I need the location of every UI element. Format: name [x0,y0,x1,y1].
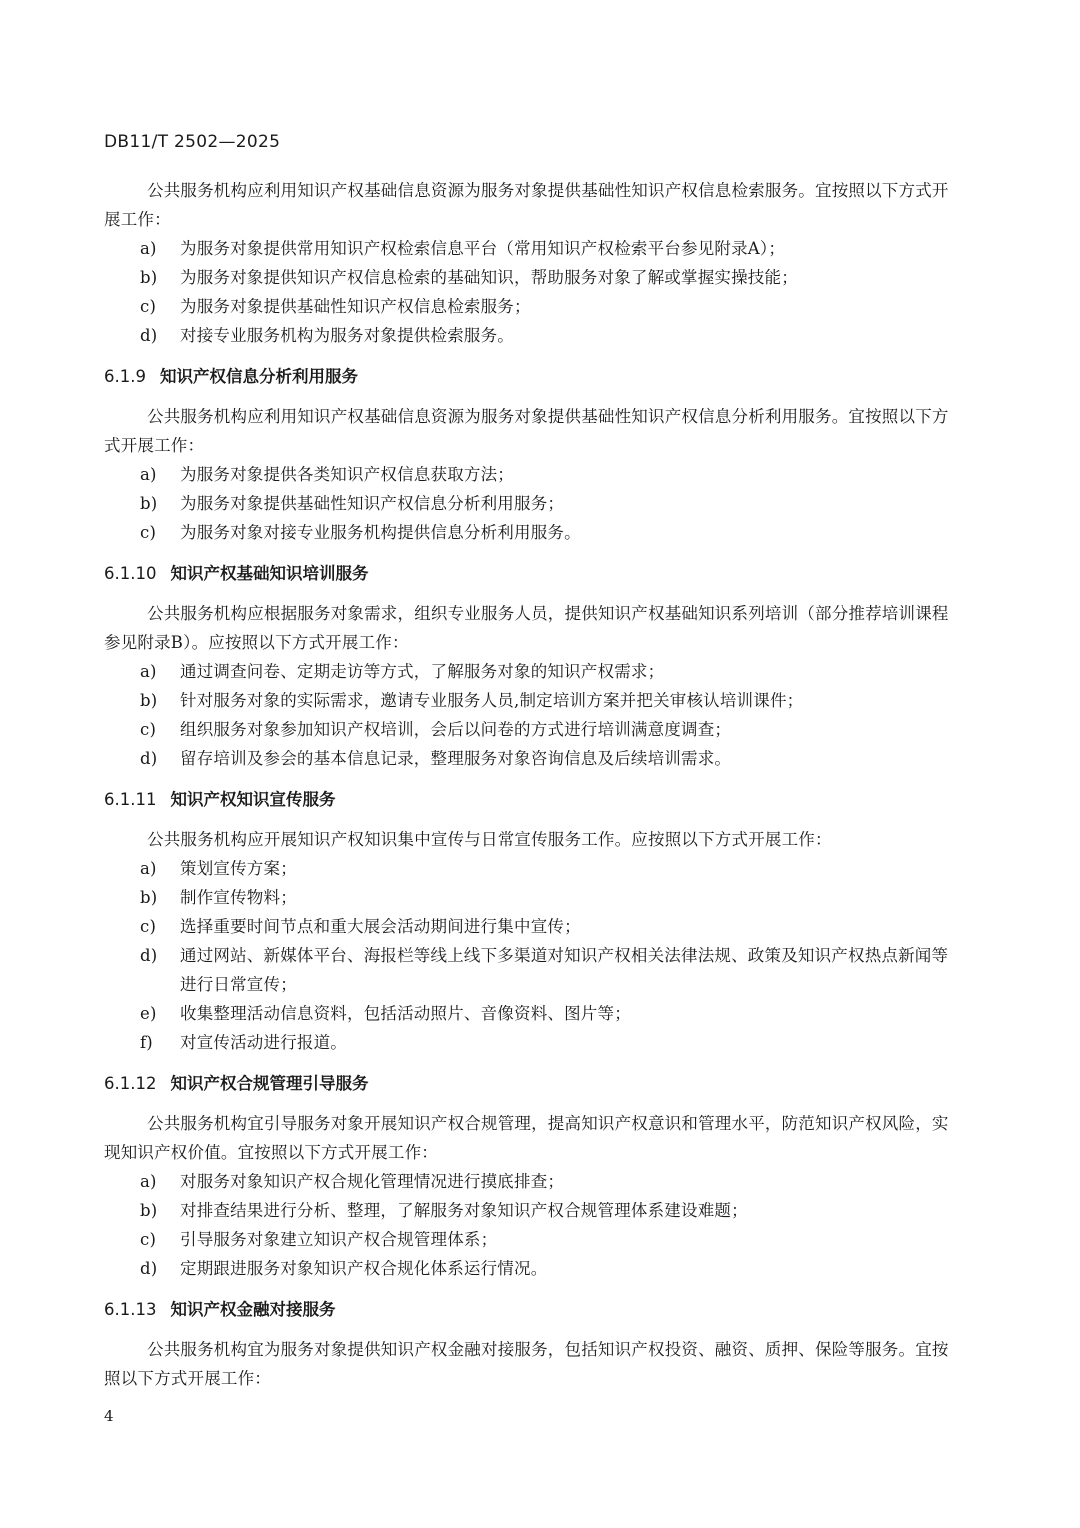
section-number: 6.1.9 [104,367,146,386]
list-item-text: 对服务对象知识产权合规化管理情况进行摸底排查； [180,1172,565,1191]
section-number: 6.1.11 [104,790,157,809]
list-item [104,912,956,941]
list-marker: b) [140,494,158,513]
body-paragraph: 公共服务机构应根据服务对象需求，组织专业服务人员，提供知识产权基础知识系列培训（部分推荐培训课程参见附录B）。应按照以下方式开展工作： [104,604,949,652]
list-item [104,999,956,1028]
list-item-text: 针对服务对象的实际需求，邀请专业服务人员,制定培训方案并把关审核认培训课件； [180,691,804,710]
section-title: 知识产权信息分析利用服务 [159,367,358,386]
list-marker: a) [140,239,157,258]
list-marker: c) [140,297,157,316]
list-item-text: 为服务对象提供知识产权信息检索的基础知识，帮助服务对象了解或掌握实操技能； [180,268,798,287]
list-marker: a) [140,662,157,681]
list-marker: a) [140,465,157,484]
list-item-text: 对排查结果进行分析、整理，了解服务对象知识产权合规管理体系建设难题； [180,1201,748,1220]
list-item-text: 引导服务对象建立知识产权合规管理体系； [180,1230,498,1249]
list-item [104,744,956,773]
list-item [104,883,956,912]
list-marker: a) [140,1172,157,1191]
standard-code: DB11/T 2502—2025 [104,132,281,152]
list-item [104,263,956,292]
list-marker: c) [140,720,157,739]
list-marker: e) [140,1004,157,1023]
list-item-text: 通过调查问卷、定期走访等方式，了解服务对象的知识产权需求； [180,662,665,681]
section-heading [104,559,956,588]
list-item-text: 为服务对象提供各类知识产权信息获取方法； [180,465,514,484]
section-number: 6.1.13 [104,1300,157,1319]
list-item [104,715,956,744]
list-marker: d) [140,1259,158,1278]
section-number: 6.1.10 [104,564,157,583]
list-item-text: 留存培训及参会的基本信息记录，整理服务对象咨询信息及后续培训需求。 [180,749,732,768]
list-item-text: 制作宣传物料； [180,888,297,907]
list-item-text: 对接专业服务机构为服务对象提供检索服务。 [180,326,514,345]
list-marker: c) [140,1230,157,1249]
section-heading [104,1295,956,1324]
list-item [104,292,956,321]
list-item [104,1254,956,1283]
list-item-text: 定期跟进服务对象知识产权合规化体系运行情况。 [180,1259,548,1278]
list-item-text: 收集整理活动信息资料，包括活动照片、音像资料、图片等； [180,1004,631,1023]
list-marker: b) [140,888,158,907]
list-item [104,1028,956,1057]
section-title: 知识产权合规管理引导服务 [170,1074,369,1093]
section-heading [104,1069,956,1098]
section-title: 知识产权知识宣传服务 [170,790,336,809]
list-item [104,1196,956,1225]
list-item [104,518,956,547]
list-item [104,234,956,263]
list-marker: c) [140,523,157,542]
item-list [104,234,956,350]
body-paragraph: 公共服务机构应利用知识产权基础信息资源为服务对象提供基础性知识产权信息分析利用服务。宜按照以下方式开展工作： [104,407,949,455]
list-item [104,657,956,686]
list-marker: b) [140,1201,158,1220]
list-item-text: 选择重要时间节点和重大展会活动期间进行集中宣传； [180,917,581,936]
list-item [104,489,956,518]
section-number: 6.1.12 [104,1074,157,1093]
list-item [104,941,956,999]
list-marker: d) [140,946,158,965]
list-item [104,321,956,350]
list-item [104,460,956,489]
list-item-text: 为服务对象提供基础性知识产权信息检索服务； [180,297,531,316]
page-number: 4 [104,1407,114,1425]
list-marker: b) [140,691,158,710]
list-marker: a) [140,859,157,878]
item-list [104,854,956,1057]
list-item [104,686,956,715]
section-title: 知识产权金融对接服务 [170,1300,336,1319]
list-item-text: 组织服务对象参加知识产权培训，会后以问卷的方式进行培训满意度调查； [180,720,732,739]
section-heading [104,785,956,814]
list-item [104,1225,956,1254]
body-paragraph: 公共服务机构应开展知识产权知识集中宣传与日常宣传服务工作。应按照以下方式开展工作： [147,830,832,849]
list-marker: d) [140,326,158,345]
section-title: 知识产权基础知识培训服务 [170,564,369,583]
list-item-text: 为服务对象提供常用知识产权检索信息平台（常用知识产权检索平台参见附录A）； [180,239,786,258]
document-body [104,176,956,1393]
item-list [104,1167,956,1283]
body-paragraph: 公共服务机构应利用知识产权基础信息资源为服务对象提供基础性知识产权信息检索服务。宜按照以下方式开展工作： [104,181,949,229]
list-marker: b) [140,268,158,287]
list-marker: d) [140,749,158,768]
list-marker: c) [140,917,157,936]
body-paragraph: 公共服务机构宜为服务对象提供知识产权金融对接服务，包括知识产权投资、融资、质押、保险等服务。宜按照以下方式开展工作： [104,1340,949,1388]
section-heading [104,362,956,391]
list-item-text: 为服务对象提供基础性知识产权信息分析利用服务； [180,494,565,513]
list-item-text: 对宣传活动进行报道。 [180,1033,347,1052]
list-item [104,1167,956,1196]
item-list [104,657,956,773]
item-list [104,460,956,547]
list-item [104,854,956,883]
list-item-text: 策划宣传方案； [180,859,297,878]
list-item-text: 为服务对象对接专业服务机构提供信息分析利用服务。 [180,523,581,542]
body-paragraph: 公共服务机构宜引导服务对象开展知识产权合规管理，提高知识产权意识和管理水平，防范知识产权风险，实现知识产权价值。宜按照以下方式开展工作： [104,1114,949,1162]
list-item-text: 通过网站、新媒体平台、海报栏等线上线下多渠道对知识产权相关法律法规、政策及知识产权热点新闻等进行日常宣传； [180,946,949,994]
list-marker: f) [140,1033,153,1052]
